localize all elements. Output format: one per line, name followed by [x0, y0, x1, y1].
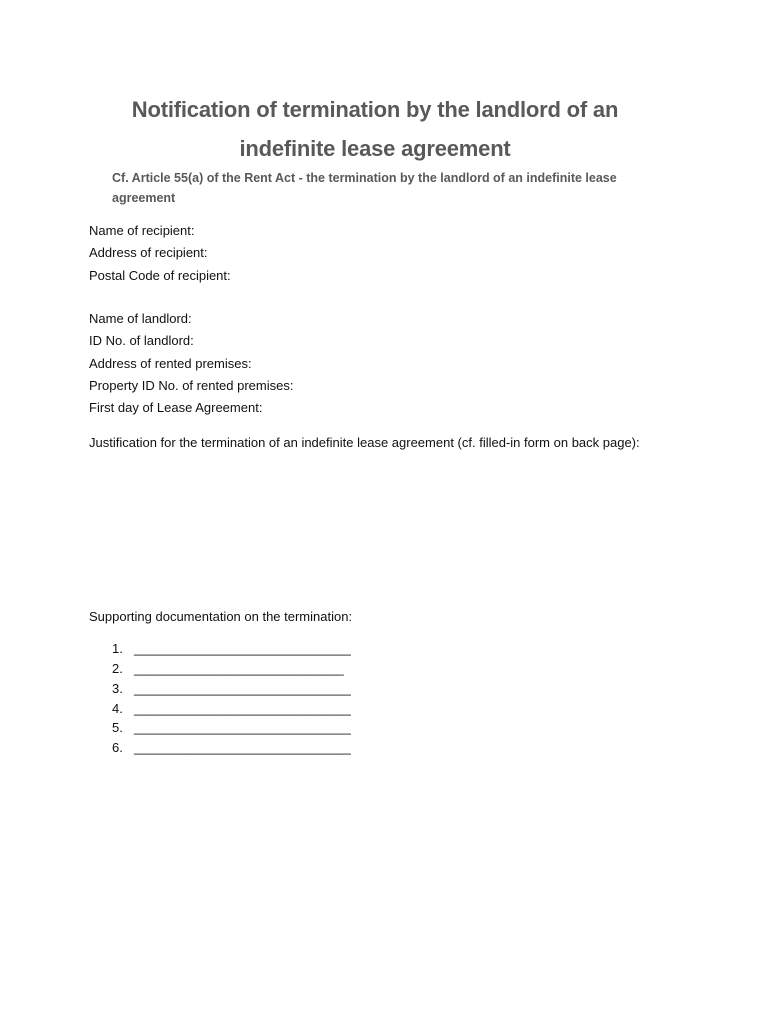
- document-title-line-2: indefinite lease agreement: [239, 136, 511, 161]
- supporting-documentation-heading: Supporting documentation on the termination:: [89, 609, 353, 624]
- document-subtitle: Cf. Article 55(a) of the Rent Act - the termination by the landlord of an indefinite lease agreement: [112, 171, 617, 205]
- list-item-number: 3.: [112, 681, 123, 696]
- supporting-list-item: [112, 700, 351, 718]
- supporting-list-item: [112, 640, 351, 658]
- list-item-number: 2.: [112, 661, 123, 676]
- rented-premises-address-label: Address of rented premises:: [89, 356, 252, 371]
- list-item-blank-line: ______________________________: [134, 740, 351, 755]
- supporting-list-item: [112, 680, 351, 698]
- document-title-line-1: Notification of termination by the landlord of an: [131, 97, 619, 122]
- justification-text: Justification for the termination of an indefinite lease agreement (cf. filled-in form on back page):: [89, 435, 640, 450]
- list-item-number: 5.: [112, 720, 123, 735]
- list-item-blank-line: ______________________________: [134, 720, 351, 735]
- list-item-blank-line: ______________________________: [134, 681, 351, 696]
- recipient-name-label: Name of recipient:: [89, 223, 195, 238]
- list-item-number: 4.: [112, 701, 123, 716]
- landlord-name-label: Name of landlord:: [89, 311, 192, 326]
- document-title: [60, 90, 690, 168]
- lease-first-day-label: First day of Lease Agreement:: [89, 400, 263, 415]
- recipient-postal-code-label: Postal Code of recipient:: [89, 268, 231, 283]
- list-item-number: 1.: [112, 641, 123, 656]
- property-id-label: Property ID No. of rented premises:: [89, 378, 294, 393]
- list-item-number: 6.: [112, 740, 123, 755]
- list-item-blank-line: _____________________________: [134, 661, 344, 676]
- list-item-blank-line: ______________________________: [134, 641, 351, 656]
- landlord-id-label: ID No. of landlord:: [89, 333, 194, 348]
- list-item-blank-line: ______________________________: [134, 701, 351, 716]
- recipient-address-label: Address of recipient:: [89, 245, 208, 260]
- supporting-list-item: [112, 660, 344, 678]
- supporting-list-item: [112, 739, 351, 757]
- supporting-list-item: [112, 719, 351, 737]
